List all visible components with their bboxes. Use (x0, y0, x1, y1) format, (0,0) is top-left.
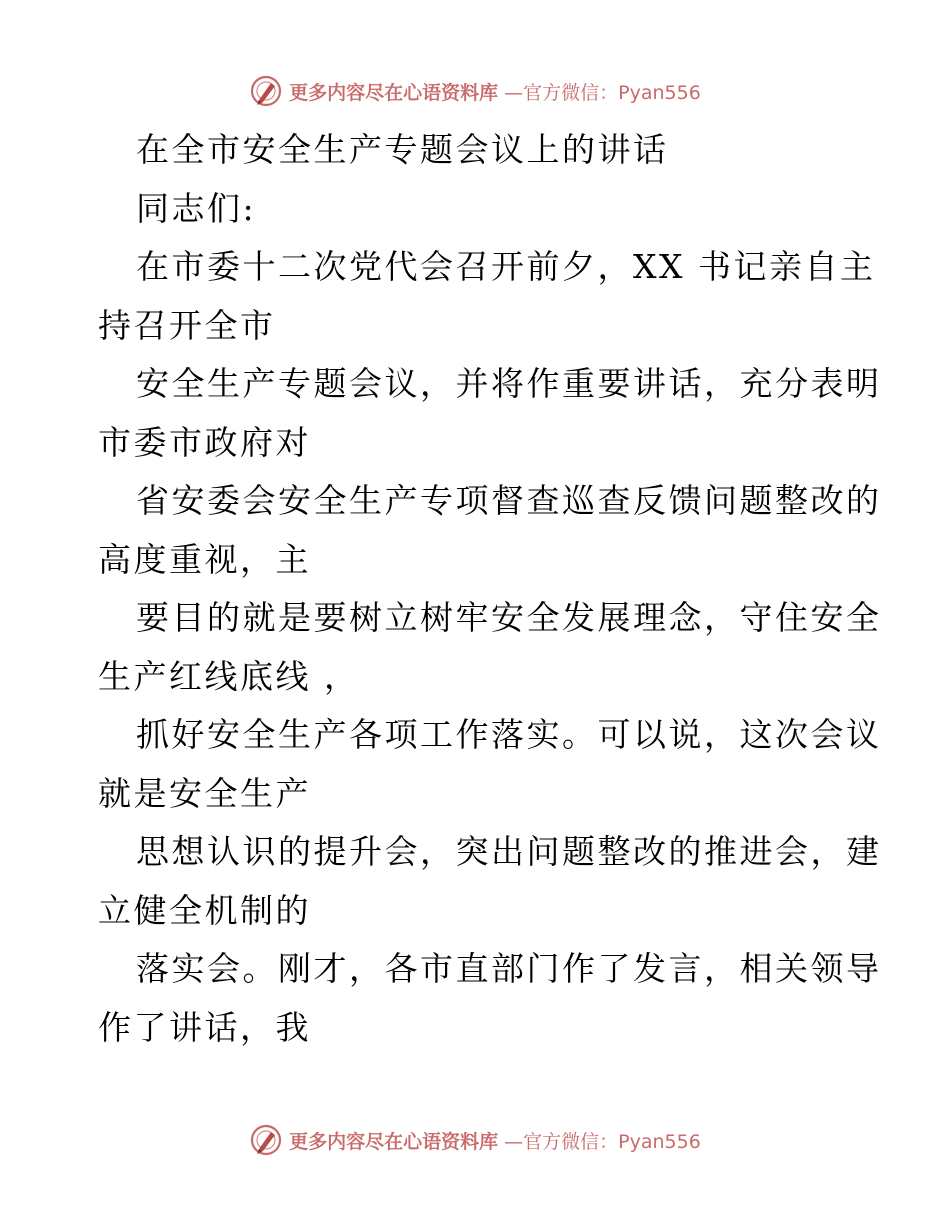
watermark-suffix: —官方微信：Pyan556 (504, 81, 701, 104)
paragraph-line: 立健全机制的 (98, 890, 311, 930)
salutation: 同志们: (136, 188, 257, 228)
paragraph-line: 安全生产专题会议，并将作重要讲话，充分表明 (136, 364, 882, 403)
pen-logo-icon (249, 74, 283, 108)
header-watermark (0, 71, 950, 111)
watermark-text: 更多内容尽在心语资料库 (289, 81, 499, 104)
paragraph-line: 要目的就是要树立树牢安全发展理念，守住安全 (136, 598, 882, 637)
paragraph-line: 高度重视，主 (98, 539, 311, 579)
paragraph-line: 省安委会安全生产专项督查巡查反馈问题整改的 (136, 481, 882, 520)
watermark-suffix: —官方微信：Pyan556 (504, 1130, 701, 1153)
document-body (98, 121, 882, 1057)
paragraph-line: 抓好安全生产各项工作落实。可以说，这次会议 (136, 715, 882, 754)
footer-watermark (0, 1120, 950, 1160)
paragraph-line: 就是安全生产 (98, 773, 311, 813)
pen-logo-icon (249, 1123, 283, 1157)
document-title: 在全市安全生产专题会议上的讲话 (136, 130, 669, 169)
paragraph-line: 在市委十二次党代会召开前夕，XX 书记亲自主 (136, 247, 876, 286)
paragraph-line: 思想认识的提升会，突出问题整改的推进会，建 (136, 832, 882, 871)
paragraph-line: 市委市政府对 (98, 422, 311, 462)
paragraph-line: 作了讲话，我 (98, 1007, 311, 1047)
paragraph-line: 落实会。刚才，各市直部门作了发言，相关领导 (136, 949, 882, 988)
watermark-text: 更多内容尽在心语资料库 (289, 1130, 499, 1153)
paragraph-line: 生产红线底线 ， (98, 656, 360, 696)
paragraph-line: 持召开全市 (98, 305, 276, 345)
